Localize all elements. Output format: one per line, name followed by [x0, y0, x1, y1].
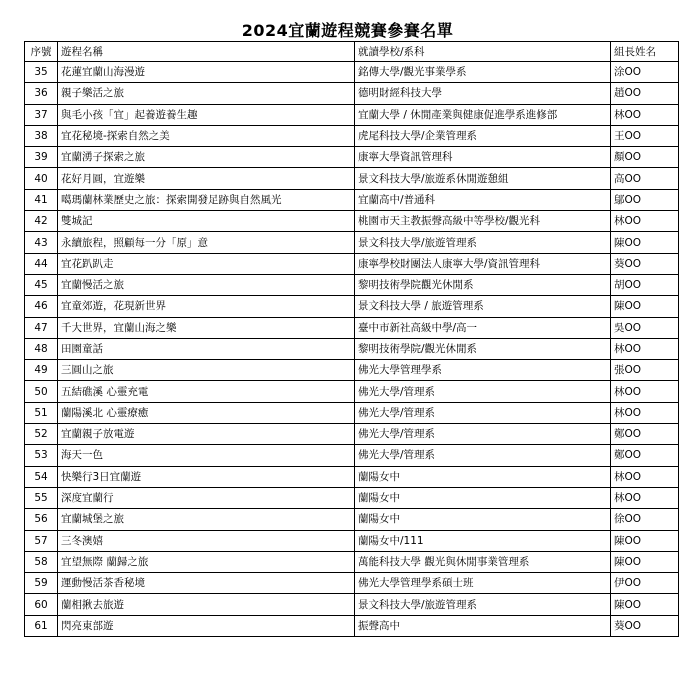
row-number: 55 — [25, 487, 58, 508]
table-row — [25, 445, 679, 466]
route-name: 永續旅程，照顧每一分「原」意 — [58, 232, 355, 253]
table-row — [25, 104, 679, 125]
leader-name: 葵OO — [611, 615, 679, 636]
school-department: 佛光大學/管理系 — [355, 381, 611, 402]
route-name: 快樂行3日宜蘭遊 — [58, 466, 355, 487]
leader-name: 伊OO — [611, 573, 679, 594]
route-name: 與毛小孩「宜」起養遊養生趣 — [58, 104, 355, 125]
school-department: 萬能科技大學 觀光與休閒事業管理系 — [355, 551, 611, 572]
header-route: 遊程名稱 — [58, 42, 355, 62]
route-name: 噶瑪蘭林業歷史之旅：探索開發足跡與自然風光 — [58, 189, 355, 210]
table-row — [25, 530, 679, 551]
table-row — [25, 573, 679, 594]
table-row — [25, 83, 679, 104]
route-name: 三圓山之旅 — [58, 360, 355, 381]
route-name: 宜蘭湧子探索之旅 — [58, 147, 355, 168]
school-department: 蘭陽女中 — [355, 466, 611, 487]
table-row — [25, 147, 679, 168]
table-row — [25, 594, 679, 615]
school-department: 景文科技大學 / 旅遊管理系 — [355, 296, 611, 317]
table-row — [25, 402, 679, 423]
leader-name: 葵OO — [611, 253, 679, 274]
school-department: 蘭陽女中 — [355, 509, 611, 530]
row-number: 56 — [25, 509, 58, 530]
table-row — [25, 125, 679, 146]
route-name: 深度宜蘭行 — [58, 487, 355, 508]
leader-name: 林OO — [611, 487, 679, 508]
school-department: 黎明技術學院觀光休閒系 — [355, 274, 611, 295]
route-name: 花好月圓，宜遊樂 — [58, 168, 355, 189]
leader-name: 陳OO — [611, 296, 679, 317]
route-name: 花蓮宜蘭山海漫遊 — [58, 62, 355, 83]
header-school: 就讀學校/系科 — [355, 42, 611, 62]
school-department: 景文科技大學/旅遊系休閒遊憩組 — [355, 168, 611, 189]
table-row — [25, 338, 679, 359]
school-department: 景文科技大學/旅遊管理系 — [355, 232, 611, 253]
row-number: 50 — [25, 381, 58, 402]
table-row — [25, 274, 679, 295]
route-name: 五結礁溪 心靈充電 — [58, 381, 355, 402]
route-name: 宜望無際 蘭歸之旅 — [58, 551, 355, 572]
route-name: 蘭陽溪北 心靈療癒 — [58, 402, 355, 423]
row-number: 46 — [25, 296, 58, 317]
school-department: 桃園市天主教振聲高級中等學校/觀光科 — [355, 211, 611, 232]
table-row — [25, 317, 679, 338]
school-department: 佛光大學/管理系 — [355, 402, 611, 423]
school-department: 銘傳大學/觀光事業學系 — [355, 62, 611, 83]
leader-name: 林OO — [611, 338, 679, 359]
row-number: 61 — [25, 615, 58, 636]
school-department: 佛光大學/管理系 — [355, 445, 611, 466]
row-number: 53 — [25, 445, 58, 466]
school-department: 佛光大學管理學系 — [355, 360, 611, 381]
table-row — [25, 381, 679, 402]
leader-name: 陳OO — [611, 530, 679, 551]
school-department: 德明財經科技大學 — [355, 83, 611, 104]
leader-name: 顏OO — [611, 147, 679, 168]
row-number: 49 — [25, 360, 58, 381]
row-number: 51 — [25, 402, 58, 423]
table-row — [25, 211, 679, 232]
leader-name: 陳OO — [611, 551, 679, 572]
leader-name: 胡OO — [611, 274, 679, 295]
route-name: 宜花秘境-探索自然之美 — [58, 125, 355, 146]
leader-name: 林OO — [611, 466, 679, 487]
table-row — [25, 168, 679, 189]
route-name: 宜蘭慢活之旅 — [58, 274, 355, 295]
row-number: 40 — [25, 168, 58, 189]
school-department: 宜蘭高中/普通科 — [355, 189, 611, 210]
row-number: 39 — [25, 147, 58, 168]
row-number: 37 — [25, 104, 58, 125]
row-number: 52 — [25, 424, 58, 445]
row-number: 41 — [25, 189, 58, 210]
route-name: 宜蘭城堡之旅 — [58, 509, 355, 530]
leader-name: 林OO — [611, 402, 679, 423]
table-header-row — [25, 42, 679, 62]
table-row — [25, 232, 679, 253]
route-name: 閃亮東部遊 — [58, 615, 355, 636]
table-row — [25, 296, 679, 317]
route-name: 千大世界，宜蘭山海之樂 — [58, 317, 355, 338]
row-number: 54 — [25, 466, 58, 487]
leader-name: 張OO — [611, 360, 679, 381]
table-row — [25, 360, 679, 381]
leader-name: 陳OO — [611, 594, 679, 615]
row-number: 47 — [25, 317, 58, 338]
school-department: 虎尾科技大學/企業管理系 — [355, 125, 611, 146]
leader-name: 鄭OO — [611, 424, 679, 445]
leader-name: 趙OO — [611, 83, 679, 104]
leader-name: 鄭OO — [611, 445, 679, 466]
route-name: 海天一色 — [58, 445, 355, 466]
school-department: 景文科技大學/旅遊管理系 — [355, 594, 611, 615]
row-number: 36 — [25, 83, 58, 104]
route-name: 宜蘭親子放電遊 — [58, 424, 355, 445]
school-department: 振聲高中 — [355, 615, 611, 636]
row-number: 59 — [25, 573, 58, 594]
school-department: 佛光大學/管理系 — [355, 424, 611, 445]
school-department: 蘭陽女中/111 — [355, 530, 611, 551]
table-row — [25, 487, 679, 508]
leader-name: 吳OO — [611, 317, 679, 338]
school-department: 黎明技術學院/觀光休閒系 — [355, 338, 611, 359]
school-department: 臺中市新社高級中學/高一 — [355, 317, 611, 338]
row-number: 48 — [25, 338, 58, 359]
table-row — [25, 62, 679, 83]
leader-name: 林OO — [611, 104, 679, 125]
school-department: 康寧學校財團法人康寧大學/資訊管理科 — [355, 253, 611, 274]
leader-name: 高OO — [611, 168, 679, 189]
route-name: 親子樂活之旅 — [58, 83, 355, 104]
table-row — [25, 509, 679, 530]
table-row — [25, 551, 679, 572]
table-row — [25, 253, 679, 274]
table-row — [25, 424, 679, 445]
leader-name: 王OO — [611, 125, 679, 146]
route-name: 田園童話 — [58, 338, 355, 359]
leader-name: 林OO — [611, 381, 679, 402]
row-number: 60 — [25, 594, 58, 615]
leader-name: 涂OO — [611, 62, 679, 83]
route-name: 蘭相揪去旅遊 — [58, 594, 355, 615]
leader-name: 陳OO — [611, 232, 679, 253]
table-row — [25, 189, 679, 210]
route-name: 宜童郊遊，花現新世界 — [58, 296, 355, 317]
school-department: 佛光大學管理學系碩士班 — [355, 573, 611, 594]
school-department: 康寧大學資訊管理科 — [355, 147, 611, 168]
table-row — [25, 615, 679, 636]
header-no: 序號 — [25, 42, 58, 62]
leader-name: 林OO — [611, 211, 679, 232]
school-department: 宜蘭大學 / 休閒產業與健康促進學系進修部 — [355, 104, 611, 125]
table-row — [25, 466, 679, 487]
page-title: 2024宜蘭遊程競賽參賽名單 — [241, 21, 454, 40]
row-number: 45 — [25, 274, 58, 295]
row-number: 58 — [25, 551, 58, 572]
row-number: 57 — [25, 530, 58, 551]
row-number: 44 — [25, 253, 58, 274]
leader-name: 徐OO — [611, 509, 679, 530]
header-leader: 組長姓名 — [611, 42, 679, 62]
route-name: 三冬澳嬉 — [58, 530, 355, 551]
participant-table — [24, 41, 679, 637]
route-name: 雙城記 — [58, 211, 355, 232]
row-number: 38 — [25, 125, 58, 146]
leader-name: 鄔OO — [611, 189, 679, 210]
row-number: 43 — [25, 232, 58, 253]
school-department: 蘭陽女中 — [355, 487, 611, 508]
row-number: 35 — [25, 62, 58, 83]
row-number: 42 — [25, 211, 58, 232]
route-name: 宜花趴趴走 — [58, 253, 355, 274]
route-name: 運動慢活茶香秘境 — [58, 573, 355, 594]
